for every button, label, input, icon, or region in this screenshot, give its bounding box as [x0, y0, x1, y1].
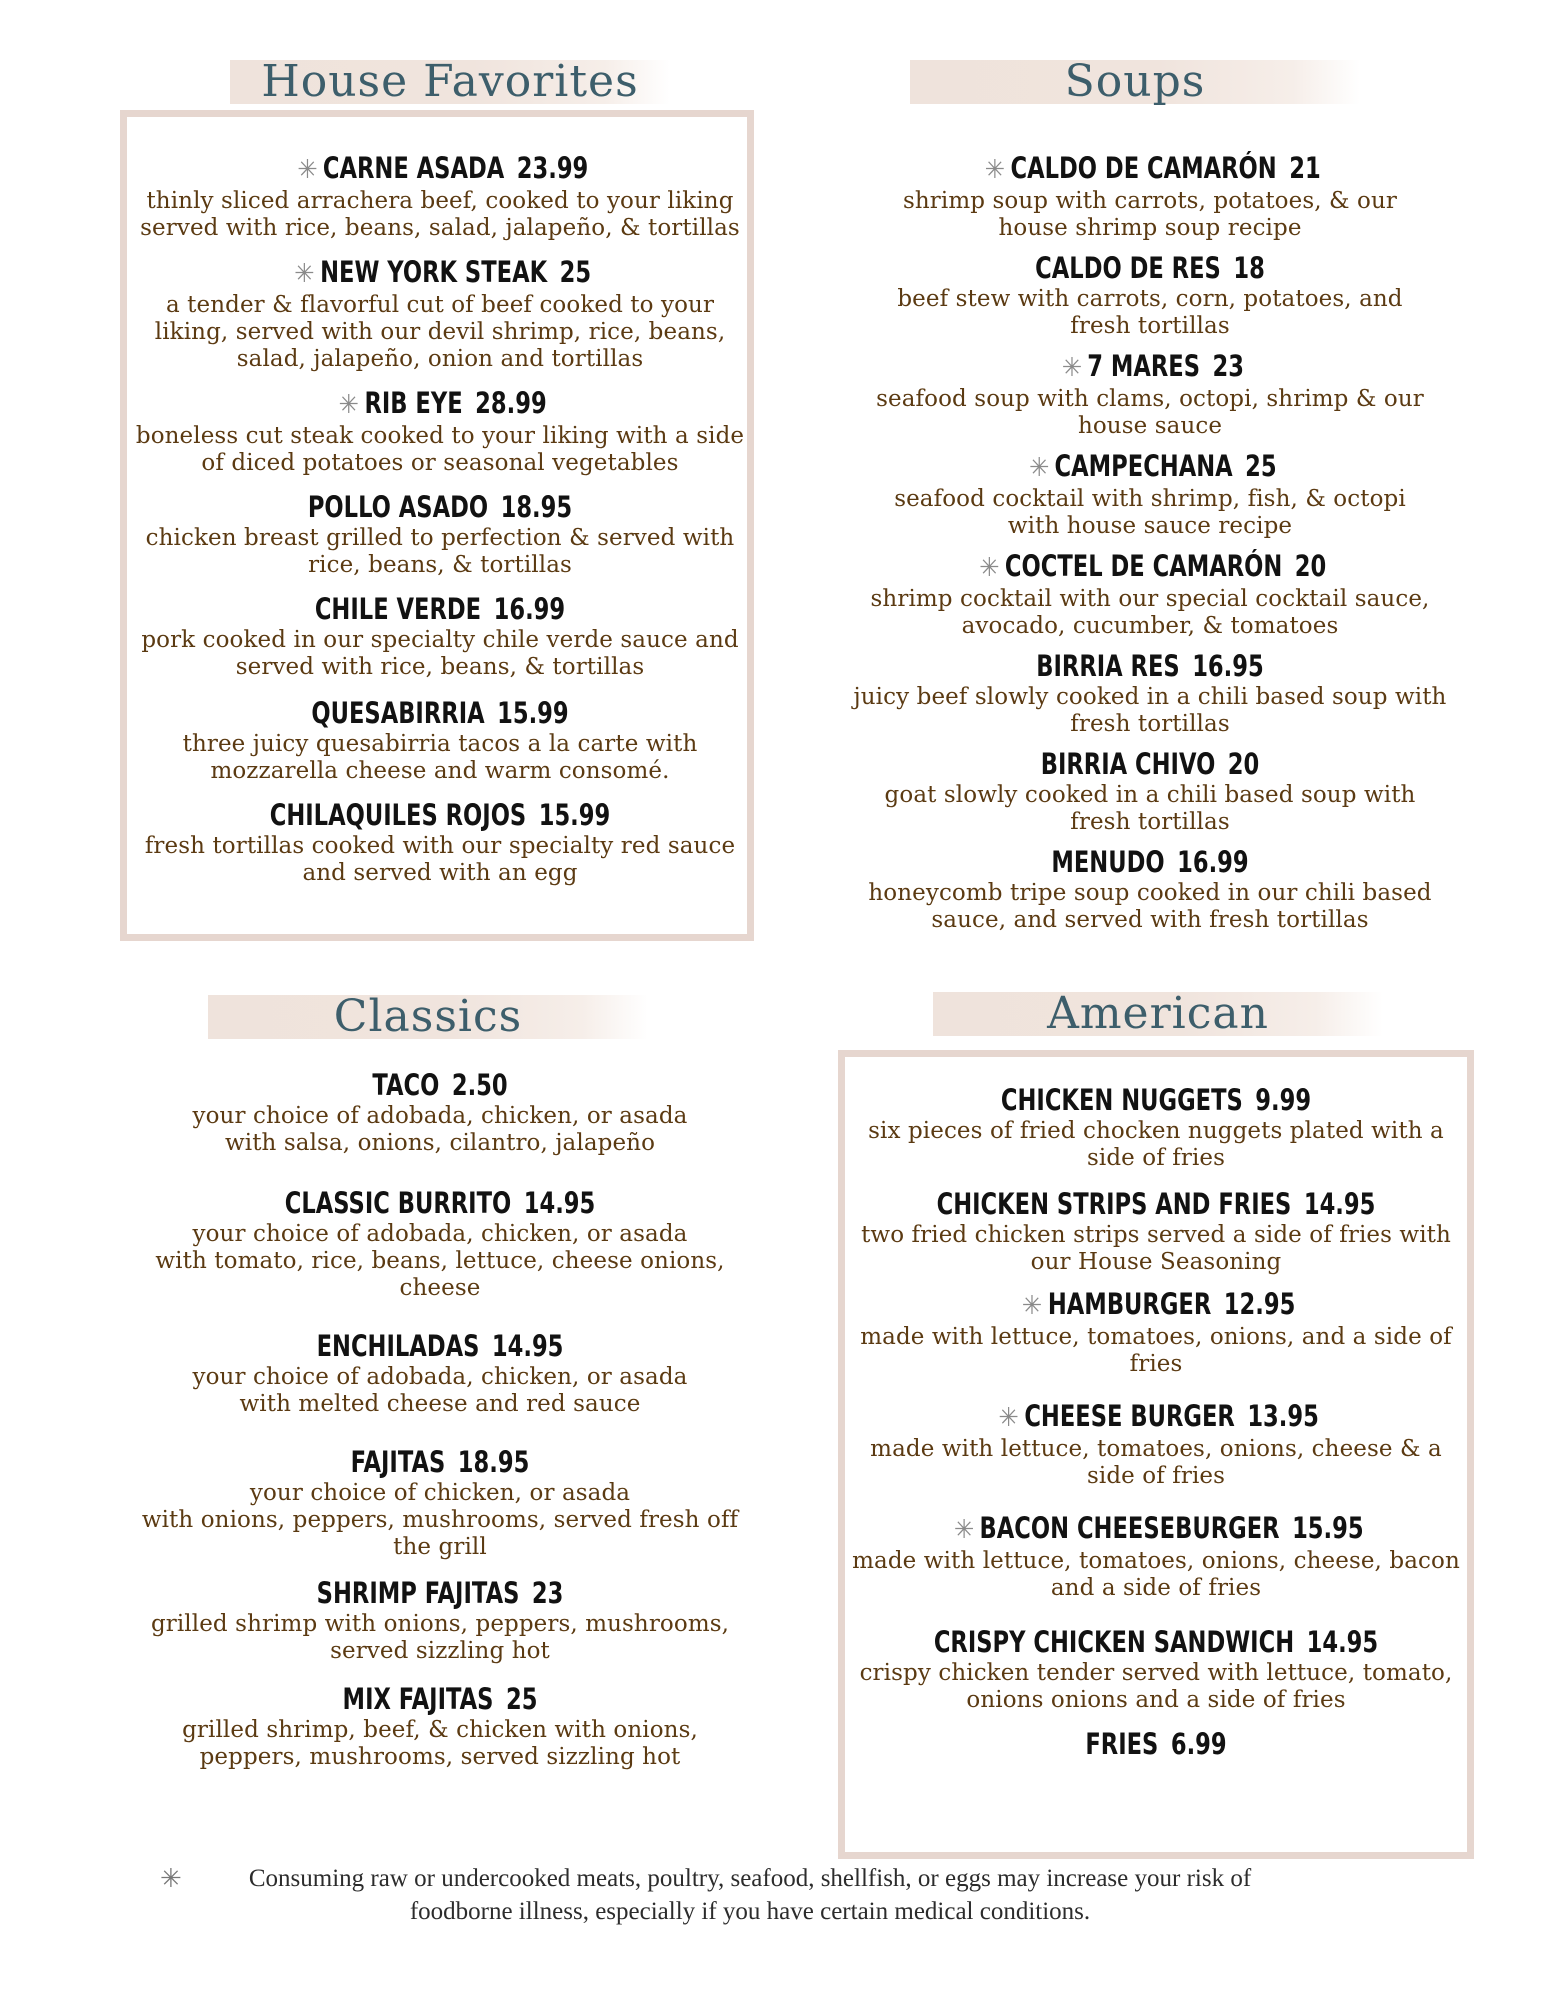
menu-item-name: RIB EYE: [364, 386, 463, 420]
menu-item-description: [130, 627, 750, 681]
menu-item-title: [900, 150, 1399, 188]
menu-item-description: [130, 1717, 750, 1771]
menu-item-description: [130, 1221, 750, 1302]
section-title: American: [1047, 988, 1269, 1039]
menu-item-name: CALDO DE RES: [1035, 251, 1221, 285]
menu-item-description: [840, 684, 1460, 738]
description-line: six pieces of fried chocken nuggets plated with a: [868, 1118, 1444, 1144]
menu-item-title: [900, 648, 1399, 684]
menu-item-price: 21: [1289, 151, 1321, 185]
menu-item-description: [130, 1103, 750, 1157]
asterisk-icon: ✳: [297, 155, 318, 185]
menu-item: [120, 1681, 760, 1771]
menu-item-title: [908, 1726, 1404, 1762]
description-line: two fried chicken strips served a side of fries with: [861, 1222, 1451, 1248]
menu-item: [120, 1067, 760, 1157]
menu-item-title: [908, 1286, 1404, 1324]
menu-item-description: [130, 1611, 750, 1665]
description-line: made with lettuce, tomatoes, onions, cheese & a: [870, 1436, 1442, 1462]
menu-item-name: BACON CHEESEBURGER: [979, 1511, 1280, 1545]
menu-item: [120, 1444, 760, 1561]
menu-item-price: 14.95: [491, 1329, 564, 1363]
menu-item-name: CAMPECHANA: [1054, 449, 1233, 483]
menu-item: [838, 1286, 1474, 1378]
section-title: Soups: [1064, 56, 1206, 107]
menu-item-name: CRISPY CHICKEN SANDWICH: [933, 1625, 1295, 1659]
description-line: with melted cheese and red sauce: [239, 1391, 641, 1417]
description-line: and served with an egg: [302, 860, 578, 886]
description-line: with onions, peppers, mushrooms, served fresh off: [141, 1507, 739, 1533]
menu-item-name: FRIES: [1085, 1727, 1159, 1761]
menu-item-price: 25: [559, 255, 592, 289]
menu-item-price: 18: [1233, 251, 1265, 285]
menu-item-name: CARNE ASADA: [322, 151, 505, 185]
description-line: honeycomb tripe soup cooked in our chili based: [868, 880, 1432, 906]
description-line: chicken breast grilled to perfection & served with: [145, 525, 735, 551]
description-line: fresh tortillas: [1070, 313, 1230, 339]
menu-item-description: [846, 1118, 1466, 1172]
menu-item: [120, 1185, 760, 1302]
description-line: liking, served with our devil shrimp, rice, beans,: [154, 319, 726, 345]
menu-item-title: [190, 1681, 689, 1717]
description-line: thinly sliced arrachera beef, cooked to your liking: [146, 188, 734, 214]
menu-item: [120, 591, 760, 681]
menu-item-title: [900, 348, 1399, 386]
house-favorites-banner: [230, 56, 670, 107]
description-line: and a side of fries: [1050, 1575, 1262, 1601]
menu-item-title: [908, 1510, 1404, 1548]
menu-item-price: 12.95: [1223, 1287, 1296, 1321]
description-line: beef stew with carrots, corn, potatoes, and: [897, 286, 1403, 312]
menu-item-price: 14.95: [1303, 1187, 1376, 1221]
description-line: your choice of adobada, chicken, or asada: [192, 1364, 688, 1390]
asterisk-icon: ✳: [1061, 353, 1082, 383]
description-line: avocado, cucumber, & tomatoes: [961, 613, 1339, 639]
asterisk-icon: ✳: [1028, 453, 1050, 483]
menu-item-title: [900, 746, 1399, 782]
american-banner: [933, 988, 1383, 1039]
menu-item-description: [846, 1660, 1466, 1714]
description-line: goat slowly cooked in a chili based soup with: [884, 782, 1416, 808]
section-soups: [830, 56, 1470, 940]
description-line: with house sauce recipe: [1007, 513, 1293, 539]
menu-item-price: 23: [531, 1576, 564, 1610]
section-title: Classics: [333, 991, 523, 1042]
menu-item-name: CHICKEN NUGGETS: [1000, 1083, 1243, 1117]
menu-item-name: CHICKEN STRIPS AND FRIES: [936, 1187, 1292, 1221]
menu-item-description: [130, 1480, 750, 1561]
menu-item-description: [840, 782, 1460, 836]
menu-item-name: CHILAQUILES ROJOS: [269, 798, 527, 832]
description-line: crispy chicken tender served with lettuce, tomato,: [859, 1660, 1453, 1686]
menu-item-price: 2.50: [451, 1068, 508, 1102]
menu-item: [830, 844, 1470, 934]
menu-item-name: ENCHILADAS: [316, 1329, 480, 1363]
menu-item-title: [900, 448, 1399, 486]
menu-item-title: [190, 254, 689, 292]
menu-item: [120, 150, 760, 242]
menu-item-price: 20: [1227, 747, 1260, 781]
american-items: [838, 1072, 1474, 1762]
menu-item-name: COCTEL DE CAMARÓN: [1004, 549, 1283, 583]
menu-item-description: [846, 1548, 1466, 1602]
menu-item: [120, 1575, 760, 1665]
menu-item-description: [130, 292, 750, 373]
asterisk-icon: ✳: [338, 390, 360, 420]
menu-item-description: [840, 586, 1460, 640]
description-line: sauce, and served with fresh tortillas: [931, 907, 1369, 933]
asterisk-icon: ✳: [160, 1864, 182, 1893]
menu-item-name: POLLO ASADO: [307, 490, 489, 524]
menu-item: [120, 489, 760, 579]
description-line: your choice of chicken, or asada: [249, 1480, 631, 1506]
menu-item: [838, 1726, 1474, 1762]
description-line: with salsa, onions, cilantro, jalapeño: [224, 1130, 656, 1156]
menu-item-description: [130, 525, 750, 579]
menu-item: [120, 385, 760, 477]
description-line: grilled shrimp, beef, & chicken with onions,: [182, 1717, 698, 1743]
menu-item-price: 13.95: [1247, 1399, 1319, 1433]
house-favorites-items: [120, 140, 760, 887]
section-title: House Favorites: [261, 56, 639, 107]
menu-item-name: CALDO DE CAMARÓN: [1010, 151, 1277, 185]
asterisk-icon: ✳: [979, 553, 1000, 583]
menu-item: [830, 548, 1470, 640]
raw-food-disclaimer: [140, 1862, 1360, 1928]
menu-item: [830, 348, 1470, 440]
menu-item-name: CLASSIC BURRITO: [284, 1186, 512, 1220]
menu-item-price: 6.99: [1170, 1727, 1227, 1761]
menu-item: [838, 1186, 1474, 1276]
menu-item-title: [908, 1398, 1404, 1436]
menu-item-price: 18.95: [500, 490, 573, 524]
menu-item-title: [190, 150, 689, 188]
description-line: grilled shrimp with onions, peppers, mushrooms,: [150, 1611, 730, 1637]
menu-item-title: [908, 1082, 1404, 1118]
disclaimer-line-2: foodborne illness, especially if you have certain medical conditions.: [409, 1898, 1091, 1925]
asterisk-icon: ✳: [998, 1403, 1019, 1433]
section-house-favorites: [120, 56, 760, 940]
menu-item-name: FAJITAS: [350, 1445, 446, 1479]
menu-item-name: MIX FAJITAS: [342, 1682, 494, 1716]
menu-item: [830, 250, 1470, 340]
menu-item-price: 25: [505, 1682, 538, 1716]
menu-item-title: [190, 695, 689, 731]
description-line: seafood soup with clams, octopi, shrimp & our: [876, 386, 1424, 412]
menu-item: [120, 1328, 760, 1418]
section-american: [838, 988, 1474, 1862]
menu-item-description: [130, 188, 750, 242]
menu-item-price: 28.99: [475, 386, 547, 420]
menu-item-name: CHILE VERDE: [314, 592, 482, 626]
asterisk-icon: ✳: [294, 259, 315, 289]
asterisk-icon: ✳: [984, 155, 1006, 185]
menu-item-name: BIRRIA RES: [1036, 649, 1180, 683]
menu-item-description: [846, 1436, 1466, 1490]
menu-item-name: BIRRIA CHIVO: [1040, 747, 1216, 781]
menu-item-title: [900, 250, 1399, 286]
asterisk-icon: ✳: [953, 1515, 975, 1545]
menu-item-name: 7 MARES: [1087, 349, 1201, 383]
menu-item-price: 16.99: [493, 592, 566, 626]
menu-item-title: [190, 1575, 689, 1611]
asterisk-icon: ✳: [1022, 1291, 1043, 1321]
menu-item-name: QUESABIRRIA: [311, 696, 485, 730]
menu-item-price: 20: [1294, 549, 1327, 583]
description-line: fresh tortillas: [1070, 809, 1230, 835]
menu-item: [120, 695, 760, 785]
description-line: with tomato, rice, beans, lettuce, cheese onions,: [155, 1248, 725, 1274]
menu-item: [838, 1510, 1474, 1602]
menu-item-description: [130, 423, 750, 477]
menu-item: [830, 648, 1470, 738]
description-line: cheese: [399, 1275, 481, 1301]
description-line: boneless cut steak cooked to your liking with a side: [135, 423, 745, 449]
description-line: fresh tortillas: [1070, 711, 1230, 737]
description-line: shrimp soup with carrots, potatoes, & our: [902, 188, 1397, 214]
description-line: shrimp cocktail with our special cocktail sauce,: [870, 586, 1430, 612]
menu-item-title: [190, 1328, 689, 1364]
menu-item-title: [190, 1067, 689, 1103]
menu-item: [838, 1398, 1474, 1490]
description-line: seafood cocktail with shrimp, fish, & octopi: [894, 486, 1406, 512]
soups-items: [830, 140, 1470, 934]
description-line: served sizzling hot: [330, 1638, 550, 1664]
menu-item-description: [130, 1364, 750, 1418]
description-line: mozzarella cheese and warm consomé.: [210, 758, 670, 784]
menu-item-price: 23: [1212, 349, 1244, 383]
description-line: fries: [1129, 1351, 1183, 1377]
section-classics: [120, 991, 760, 1845]
description-line: three juicy quesabirria tacos a la carte with: [182, 731, 698, 757]
menu-item-price: 15.99: [538, 798, 611, 832]
description-line: onions onions and a side of fries: [966, 1687, 1346, 1713]
menu-item-name: HAMBURGER: [1047, 1287, 1212, 1321]
menu-item-title: [190, 1444, 689, 1480]
menu-item-description: [840, 188, 1460, 242]
menu-item-description: [840, 386, 1460, 440]
description-line: peppers, mushrooms, served sizzling hot: [199, 1744, 681, 1770]
description-line: a tender & flavorful cut of beef cooked to your: [165, 292, 715, 318]
menu-item: [830, 746, 1470, 836]
menu-item: [838, 1082, 1474, 1172]
menu-item-price: 9.99: [1255, 1083, 1312, 1117]
menu-item-description: [130, 731, 750, 785]
menu-item-price: 18.95: [457, 1445, 530, 1479]
description-line: house shrimp soup recipe: [998, 215, 1302, 241]
description-line: rice, beans, & tortillas: [308, 552, 572, 578]
menu-item-name: NEW YORK STEAK: [320, 255, 548, 289]
menu-item-name: SHRIMP FAJITAS: [316, 1576, 520, 1610]
menu-item-price: 16.95: [1192, 649, 1264, 683]
description-line: your choice of adobada, chicken, or asada: [192, 1221, 688, 1247]
menu-item-title: [190, 797, 689, 833]
menu-item-name: TACO: [372, 1068, 440, 1102]
description-line: served with rice, beans, salad, jalapeño, & tortillas: [140, 215, 740, 241]
menu-item-description: [846, 1324, 1466, 1378]
description-line: served with rice, beans, & tortillas: [235, 654, 645, 680]
menu-item-description: [840, 486, 1460, 540]
description-line: juicy beef slowly cooked in a chili based soup with: [853, 684, 1447, 710]
menu-item-description: [840, 880, 1460, 934]
description-line: made with lettuce, tomatoes, onions, and a side of: [860, 1324, 1452, 1350]
menu-item-title: [190, 489, 689, 525]
description-line: made with lettuce, tomatoes, onions, cheese, bacon: [852, 1548, 1460, 1574]
menu-item-price: 25: [1245, 449, 1277, 483]
classics-banner: [208, 991, 648, 1042]
soups-banner: [910, 56, 1360, 107]
menu-item-description: [130, 833, 750, 887]
description-line: our House Seasoning: [1030, 1249, 1282, 1275]
menu-item-price: 15.99: [497, 696, 569, 730]
menu-item-price: 16.99: [1177, 845, 1249, 879]
menu-item: [120, 797, 760, 887]
description-line: of diced potatoes or seasonal vegetables: [201, 450, 679, 476]
menu-item-name: CHEESE BURGER: [1024, 1399, 1235, 1433]
menu-item-name: MENUDO: [1051, 845, 1165, 879]
menu-item-title: [908, 1186, 1404, 1222]
menu-item: [120, 254, 760, 373]
menu-item-description: [840, 286, 1460, 340]
description-line: fresh tortillas cooked with our specialty red sauce: [144, 833, 736, 859]
menu-item: [830, 150, 1470, 242]
disclaimer-line-1: Consuming raw or undercooked meats, poultry, seafood, shellfish, or eggs may increase your risk of: [248, 1865, 1252, 1892]
description-line: pork cooked in our specialty chile verde sauce and: [141, 627, 739, 653]
menu-item-title: [190, 385, 689, 423]
description-line: the grill: [393, 1534, 487, 1560]
menu-item: [830, 448, 1470, 540]
menu-item-price: 15.95: [1292, 1511, 1364, 1545]
menu-item-description: [846, 1222, 1466, 1276]
menu-item-price: 14.95: [523, 1186, 596, 1220]
menu-item-title: [190, 591, 689, 627]
description-line: your choice of adobada, chicken, or asada: [192, 1103, 688, 1129]
menu-item-price: 23.99: [516, 151, 589, 185]
menu-item: [838, 1624, 1474, 1714]
menu-item-title: [190, 1185, 689, 1221]
description-line: salad, jalapeño, onion and tortillas: [236, 346, 644, 372]
description-line: house sauce: [1077, 413, 1223, 439]
menu-item-title: [900, 548, 1399, 586]
menu-item-title: [900, 844, 1399, 880]
classics-items: [120, 1057, 760, 1771]
description-line: side of fries: [1086, 1145, 1226, 1171]
menu-item-title: [908, 1624, 1404, 1660]
description-line: side of fries: [1086, 1463, 1226, 1489]
menu-item-price: 14.95: [1306, 1625, 1379, 1659]
